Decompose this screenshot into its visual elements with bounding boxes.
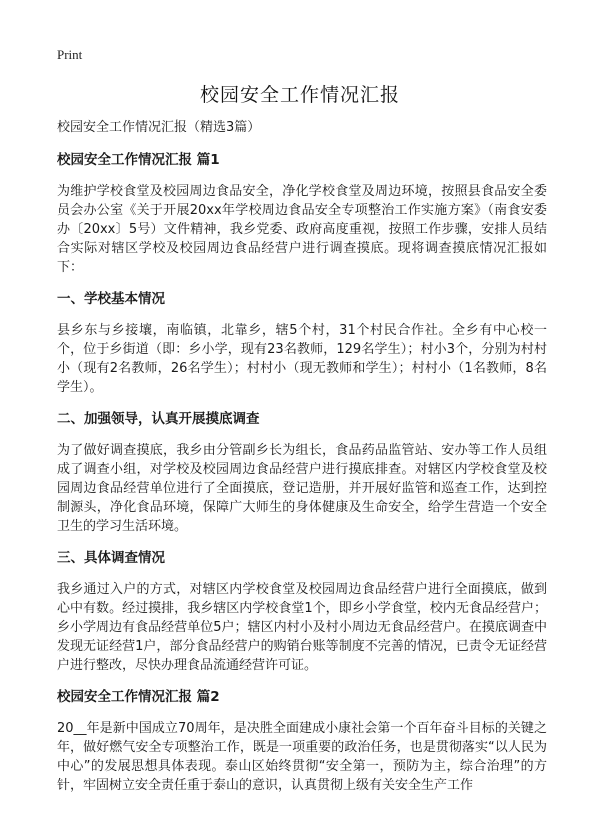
print-link[interactable]: Print xyxy=(57,47,83,62)
document-body xyxy=(57,118,547,807)
paragraph-part2: 20__年是新中国成立70周年，是决胜全面建成小康社会第一个百年奋斗目标的关键之年，做好燃气安全专项整治工作，既是一项重要的政治任务，也是贯彻落实“以人民为中心”的发展思想具体表现。泰山区始终贯彻“安全第一，预防为主，综合治理”的方针，牢固树立安全责任重于泰山的意识，认真贯彻上级有关安全生产工作 xyxy=(57,721,547,793)
paragraph-investigation: 我乡通过入户的方式，对辖区内学校食堂及校园周边食品经营户进行全面摸底，做到心中有数。经过摸排，我乡辖区内学校食堂1个，即乡小学食堂，校内无食品经营户；乡小学周边有食品经营单位5户；辖区内村小及村小周边无食品经营户。在摸底调查中发现无证经营1户，部分食品经营户的购销台账等制度不完善的情况，已责令无证经营户进行整改，尽快办理食品流通经营许可证。 xyxy=(57,582,547,673)
section-heading-part2: 校园安全工作情况汇报 篇2 xyxy=(57,689,220,705)
section-heading-investigation: 三、具体调查情况 xyxy=(57,550,165,566)
document-subtitle: 校园安全工作情况汇报（精选3篇） xyxy=(57,120,261,135)
paragraph-intro: 为维护学校食堂及校园周边食品安全，净化学校食堂及周边环境，按照县食品安全委员会办公室《关于开展20xx年学校周边食品安全专项整治工作实施方案》（南食安委办〔20xx〕5号）文件精神，我乡党委、政府高度重视，按照工作步骤，安排人员结合实际对辖区学校及校园周边食品经营户进行调查摸底。现将调查摸底情况汇报如下： xyxy=(57,184,547,275)
paragraph-leadership: 为了做好调查摸底，我乡由分管副乡长为组长，食品药品监管站、安办等工作人员组成了调查小组，对学校及校园周边食品经营户进行摸底排查。对辖区内学校食堂及校园周边食品经营单位进行了全面摸底，登记造册，并开展好监管和巡查工作，达到控制源头，净化食品环境，保障广大师生的身体健康及生命安全，给学生营造一个安全卫生的学习生活环境。 xyxy=(57,443,547,534)
paragraph-school-info: 县乡东与乡接壤，南临镇，北靠乡，辖5个村，31个村民合作社。全乡有中心校一个，位于乡街道（即：乡小学，现有23名教师，129名学生）；村小3个，分别为村村小（现有2名教师，26名学生）；村村小（现无教师和学生）；村村小（1名教师，8名学生）。 xyxy=(57,323,547,395)
section-heading-school-info: 一、学校基本情况 xyxy=(57,291,165,307)
section-heading-part1: 校园安全工作情况汇报 篇1 xyxy=(57,152,220,168)
section-heading-leadership: 二、加强领导，认真开展摸底调查 xyxy=(57,411,260,427)
page-title: 校园安全工作情况汇报 xyxy=(199,84,400,106)
